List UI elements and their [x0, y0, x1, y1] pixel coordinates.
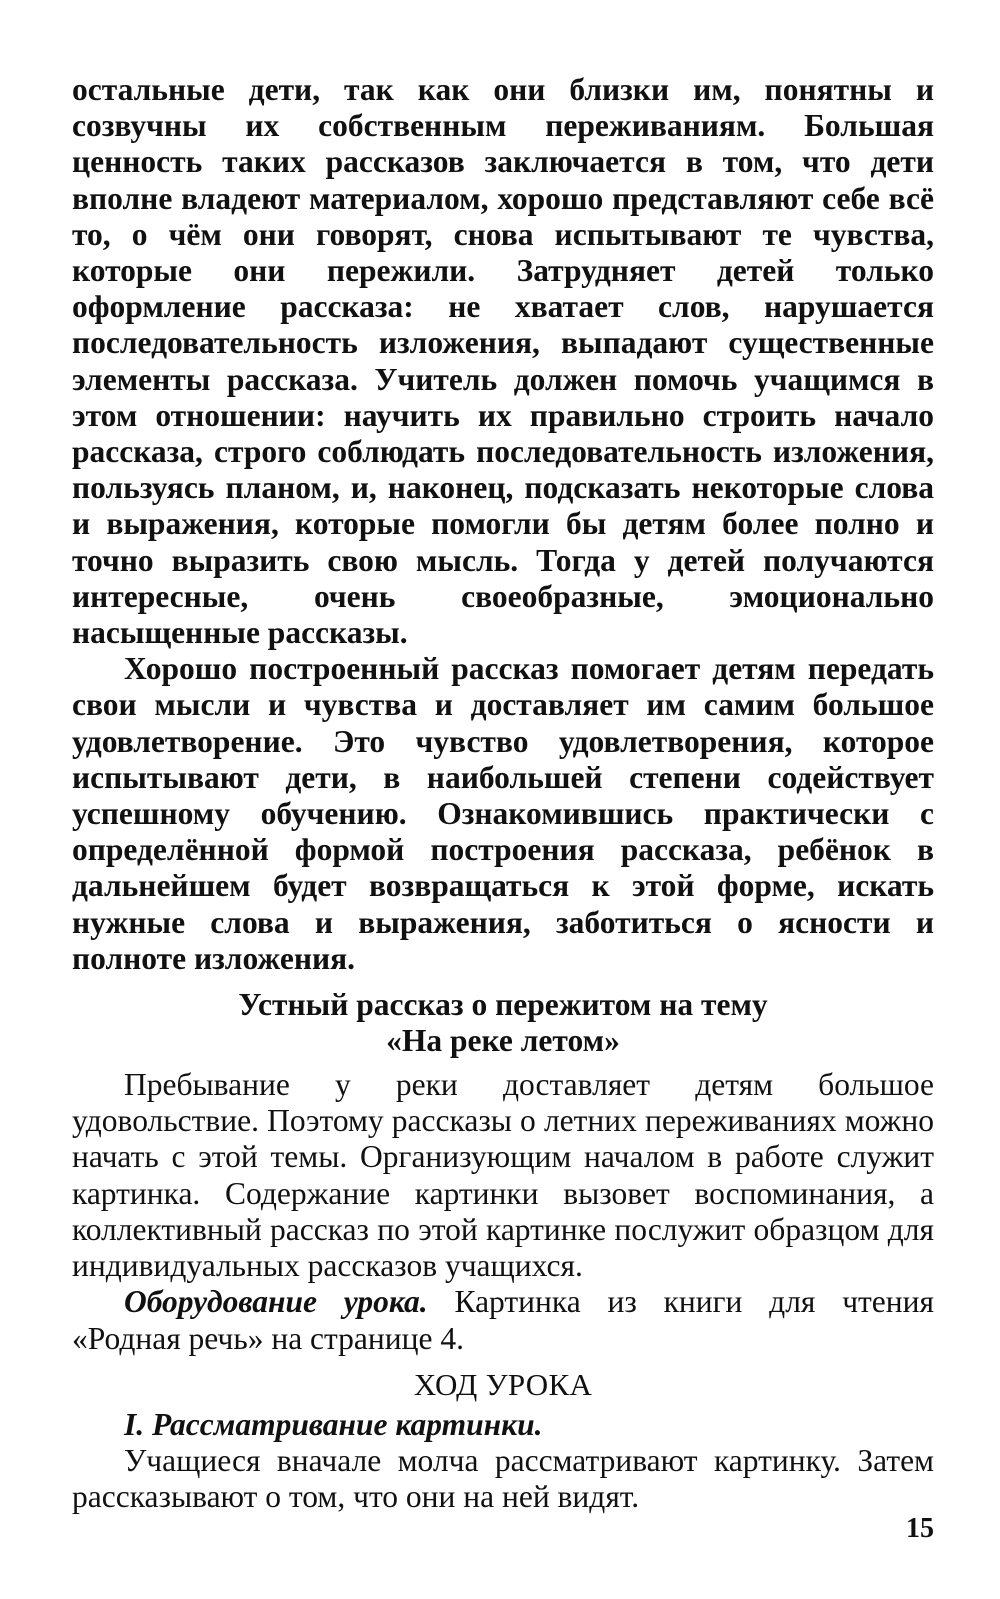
page-number: 15: [906, 1513, 934, 1544]
paragraph-4: [72, 1284, 934, 1356]
paragraph-5: Учащиеся вначале молча рассматривают картинку. Затем рассказывают о том, что они на ней видят.: [72, 1443, 934, 1515]
paragraph-2: Хорошо построенный рассказ помогает детям передать свои мысли и чувства и доставляет им самим большое удовлетворение. Это чувство удовлетворения, которое испытывают дети, в наибольшей степени содействует успешному обучению. Ознакомившись практически с определённой формой построения рассказа, ребёнок в дальнейшем будет возвращаться к этой форме, искать нужные слова и выражения, заботиться о ясности и полноте изложения.: [72, 651, 934, 976]
paragraph-3: Пребывание у реки доставляет детям большое удовольствие. Поэтому рассказы о летних переживаниях можно начать с этой темы. Организующим началом в работе служит картинка. Содержание картинки вызовет воспоминания, а коллективный рассказ по этой картинке послужит образцом для индивидуальных рассказов учащихся.: [72, 1067, 934, 1284]
subsection-title: I. Рассматривание картинки.: [124, 1406, 543, 1442]
section-heading-line-2: «На реке летом»: [386, 1023, 620, 1059]
equipment-label: Оборудование урока.: [124, 1284, 428, 1320]
page-body: [72, 72, 934, 1516]
section-heading-line-1: Устный рассказ о пережитом на тему: [238, 987, 768, 1023]
lesson-title: ХОД УРОКА: [413, 1366, 593, 1402]
section-heading: [72, 987, 934, 1059]
paragraph-1: остальные дети, так как они близки им, понятны и созвучны их собственным переживаниям. Большая ценность таких рассказов заключается в том, что дети вполне владеют материалом, хорошо представляют себе всё то, о чём они говорят, снова испытывают те чувства, которые они пережили. Затрудняет детей только оформление рассказа: не хватает слов, нарушается последовательность изложения, выпадают существенные элементы рассказа. Учитель должен помочь учащимся в этом отношении: научить их правильно строить начало рассказа, строго соблюдать последовательность изложения, пользуясь планом, и, наконец, подсказать некоторые слова и выражения, которые помогли бы детям более полно и точно выразить свою мысль. Тогда у детей получаются интересные, очень своеобразные, эмоционально насыщенные рассказы.: [72, 72, 934, 651]
equipment-text: Картинка из книги для чтения «Родная речь» на странице 4.: [72, 1284, 934, 1356]
